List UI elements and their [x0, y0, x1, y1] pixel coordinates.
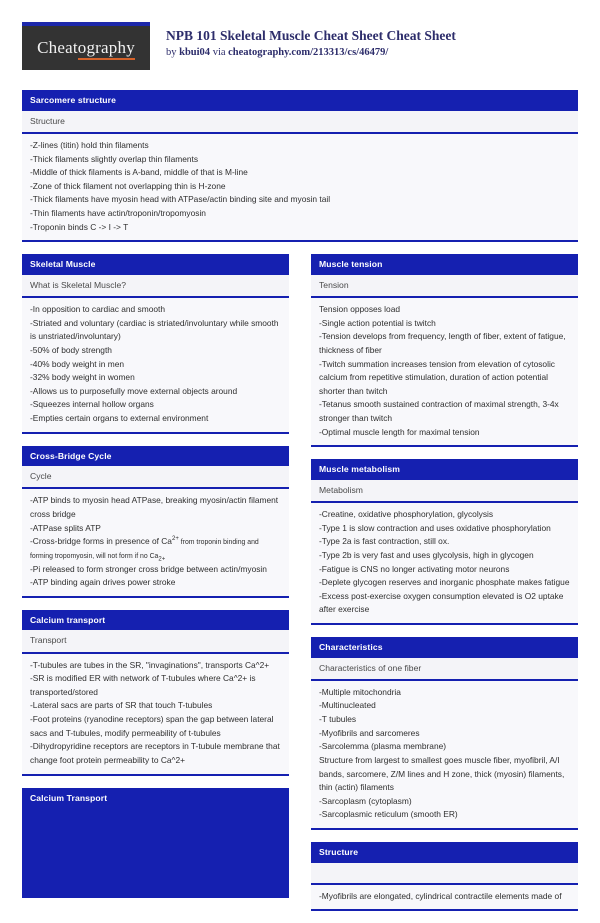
card-header-structure-bottom: Structure — [311, 842, 578, 863]
list-item: -Deplete glycogen reserves and inorganic phosphate makes fatigue — [319, 577, 570, 588]
list-item: Structure from largest to smallest goes muscle fiber, myofibril, A/I bands, sarcomere, Z/M lines and H zone, thick (myosin) filaments, thin (actin) filaments — [319, 754, 565, 793]
list-item: -T-tubules are tubes in the SR, "invaginations", transports Ca^2+ — [30, 659, 270, 670]
list-item: -Fatigue is CNS no longer activating motor neurons — [319, 563, 510, 574]
list-item: -Type 2b is very fast and uses glycolysis, high in glycogen — [319, 549, 534, 560]
list-item: -Type 2a is fast contraction, still ox. — [319, 536, 450, 547]
list-item: -Pi released to form stronger cross bridge between actin/myosin — [30, 563, 267, 574]
list-item: -Tetanus smooth sustained contraction of maximal strength, 3-4x stronger than twitch — [319, 399, 559, 423]
card-body-muscle-tension — [311, 298, 578, 447]
list-item: -Sarcolemma (plasma membrane) — [319, 741, 447, 752]
card-subtitle-muscle-tension: Tension — [311, 275, 578, 298]
card-body-sarcomere-structure — [22, 134, 578, 242]
card-calcium-transport-blank — [22, 788, 289, 898]
card-muscle-tension — [311, 254, 578, 447]
card-header-sarcomere-structure: Sarcomere structure — [22, 90, 578, 111]
card-header-cross-bridge-cycle: Cross-Bridge Cycle — [22, 446, 289, 467]
masthead — [22, 22, 578, 78]
card-cross-bridge-cycle — [22, 446, 289, 598]
right-column — [311, 254, 578, 923]
cbc-line3-b: from troponin binding and forming tropomyosin, will not form if no Ca — [30, 539, 259, 560]
card-calcium-transport — [22, 610, 289, 776]
list-item: -Multiple mitochondria — [319, 686, 401, 697]
cbc-line3-subscript: 2+ — [158, 556, 166, 563]
card-subtitle-muscle-metabolism: Metabolism — [311, 480, 578, 503]
list-item: -Thick filaments have myosin head with ATPase/actin binding site and myosin tail — [30, 194, 331, 205]
list-item: -Zone of thick filament not overlapping thin is H-zone — [30, 180, 226, 191]
list-item: -32% body weight in women — [30, 372, 135, 383]
card-header-calcium-transport-blank: Calcium Transport — [30, 792, 108, 803]
list-item: Tension opposes load — [319, 304, 401, 315]
list-item: -Myofibrils are elongated, cylindrical contractile elements made of — [319, 890, 562, 901]
byline — [166, 46, 456, 60]
list-item: -Tension develops from frequency, length of fiber, extent of fatigue, thickness of fiber — [319, 331, 566, 355]
card-subtitle-cross-bridge-cycle: Cycle — [22, 466, 289, 489]
author-link[interactable]: kbui04 — [179, 46, 211, 58]
cbc-line3-a: -Cross-bridge forms in presence of Ca — [30, 536, 172, 547]
byline-prefix: by — [166, 46, 180, 58]
card-body-skeletal-muscle — [22, 298, 289, 433]
card-subtitle-sarcomere-structure: Structure — [22, 111, 578, 134]
list-item: -Empties certain organs to external environment — [30, 412, 209, 423]
list-item: -Optimal muscle length for maximal tension — [319, 426, 480, 437]
card-header-calcium-transport: Calcium transport — [22, 610, 289, 631]
card-header-muscle-metabolism: Muscle metabolism — [311, 459, 578, 480]
list-item: -Twitch summation increases tension from elevation of cytosolic calcium from repetitive stimulation, duration of action potential shorter than twitch — [319, 358, 555, 396]
card-subtitle-skeletal-muscle: What is Skeletal Muscle? — [22, 275, 289, 298]
list-item: -Creatine, oxidative phosphorylation, glycolysis — [319, 509, 494, 520]
logo-text: Cheatography — [37, 38, 135, 58]
card-skeletal-muscle — [22, 254, 289, 433]
left-column — [22, 254, 289, 909]
list-item: -ATPase splits ATP — [30, 522, 101, 533]
list-item: -Allows us to purposefully move external objects around — [30, 385, 238, 396]
list-item: -Squeezes internal hollow organs — [30, 399, 154, 410]
list-item: -Excess post-exercise oxygen consumption elevated is O2 uptake after exercise — [319, 590, 564, 615]
list-item: -Myofibrils and sarcomeres — [319, 727, 420, 738]
card-body-muscle-metabolism — [311, 503, 578, 625]
card-body-cross-bridge-cycle — [22, 489, 289, 597]
list-item: -Striated and voluntary (cardiac is striated/involuntary while smooth is unstriated/involuntary) — [30, 317, 279, 342]
card-body-structure-bottom — [311, 885, 578, 912]
card-header-characteristics: Characteristics — [311, 637, 578, 658]
list-item: -Troponin binds C -> I -> T — [30, 221, 129, 232]
list-item: -40% body weight in men — [30, 358, 125, 369]
cbc-line3-superscript: 2+ — [171, 536, 179, 543]
card-muscle-metabolism — [311, 459, 578, 625]
list-item: -In opposition to cardiac and smooth — [30, 304, 166, 315]
list-item: -ATP binds to myosin head ATPase, breaking myosin/actin filament cross bridge — [30, 495, 279, 520]
list-item: -Multinucleated — [319, 700, 376, 711]
list-item: -Type 1 is slow contraction and uses oxidative phosphorylation — [319, 522, 551, 533]
page-title: NPB 101 Skeletal Muscle Cheat Sheet Cheat Sheet — [166, 28, 456, 43]
list-item: -Lateral sacs are parts of SR that touch T-tubules — [30, 700, 213, 711]
list-item: -Dihydropyridine receptors are receptors in T-tubule membrane that change foot protein permeability to Ca^2+ — [30, 741, 280, 765]
card-structure-bottom — [311, 842, 578, 911]
list-item: -Sarcoplasm (cytoplasm) — [319, 795, 412, 806]
card-characteristics — [311, 637, 578, 830]
list-item: -T tubules — [319, 714, 357, 725]
list-item: -Middle of thick filaments is A-band, middle of that is M-line — [30, 167, 248, 178]
list-item: -Sarcoplasmic reticulum (smooth ER) — [319, 809, 458, 820]
cheatography-logo[interactable] — [22, 22, 150, 70]
list-item: -Thin filaments have actin/troponin/tropomyosin — [30, 207, 206, 218]
byline-middle: via — [210, 46, 229, 58]
list-item: -SR is modified ER with network of T-tubules where Ca^2+ is transported/stored — [30, 673, 256, 697]
list-item: -Z-lines (titin) hold thin filaments — [30, 139, 149, 150]
card-header-skeletal-muscle: Skeletal Muscle — [22, 254, 289, 275]
card-body-characteristics — [311, 681, 578, 830]
list-item: -ATP binding again drives power stroke — [30, 577, 176, 588]
title-block — [166, 22, 456, 60]
card-sarcomere-structure — [22, 90, 578, 242]
card-header-muscle-tension: Muscle tension — [311, 254, 578, 275]
full-width-column — [22, 90, 578, 242]
card-subtitle-characteristics: Characteristics of one fiber — [311, 658, 578, 681]
list-item: -Single action potential is twitch — [319, 317, 436, 328]
list-item: -Thick filaments slightly overlap thin filaments — [30, 153, 199, 164]
two-column-layout — [22, 254, 578, 923]
list-item-with-superscript — [30, 535, 281, 562]
card-subtitle-structure-bottom — [311, 863, 578, 885]
list-item: -Foot proteins (ryanodine receptors) span the gap between lateral sacs and T-tubules, modify permeability of t-tubules — [30, 714, 274, 738]
list-item: -50% of body strength — [30, 344, 112, 355]
card-subtitle-calcium-transport: Transport — [22, 630, 289, 653]
source-url-link[interactable]: cheatography.com/213313/cs/46479/ — [228, 46, 389, 58]
card-body-calcium-transport — [22, 654, 289, 776]
